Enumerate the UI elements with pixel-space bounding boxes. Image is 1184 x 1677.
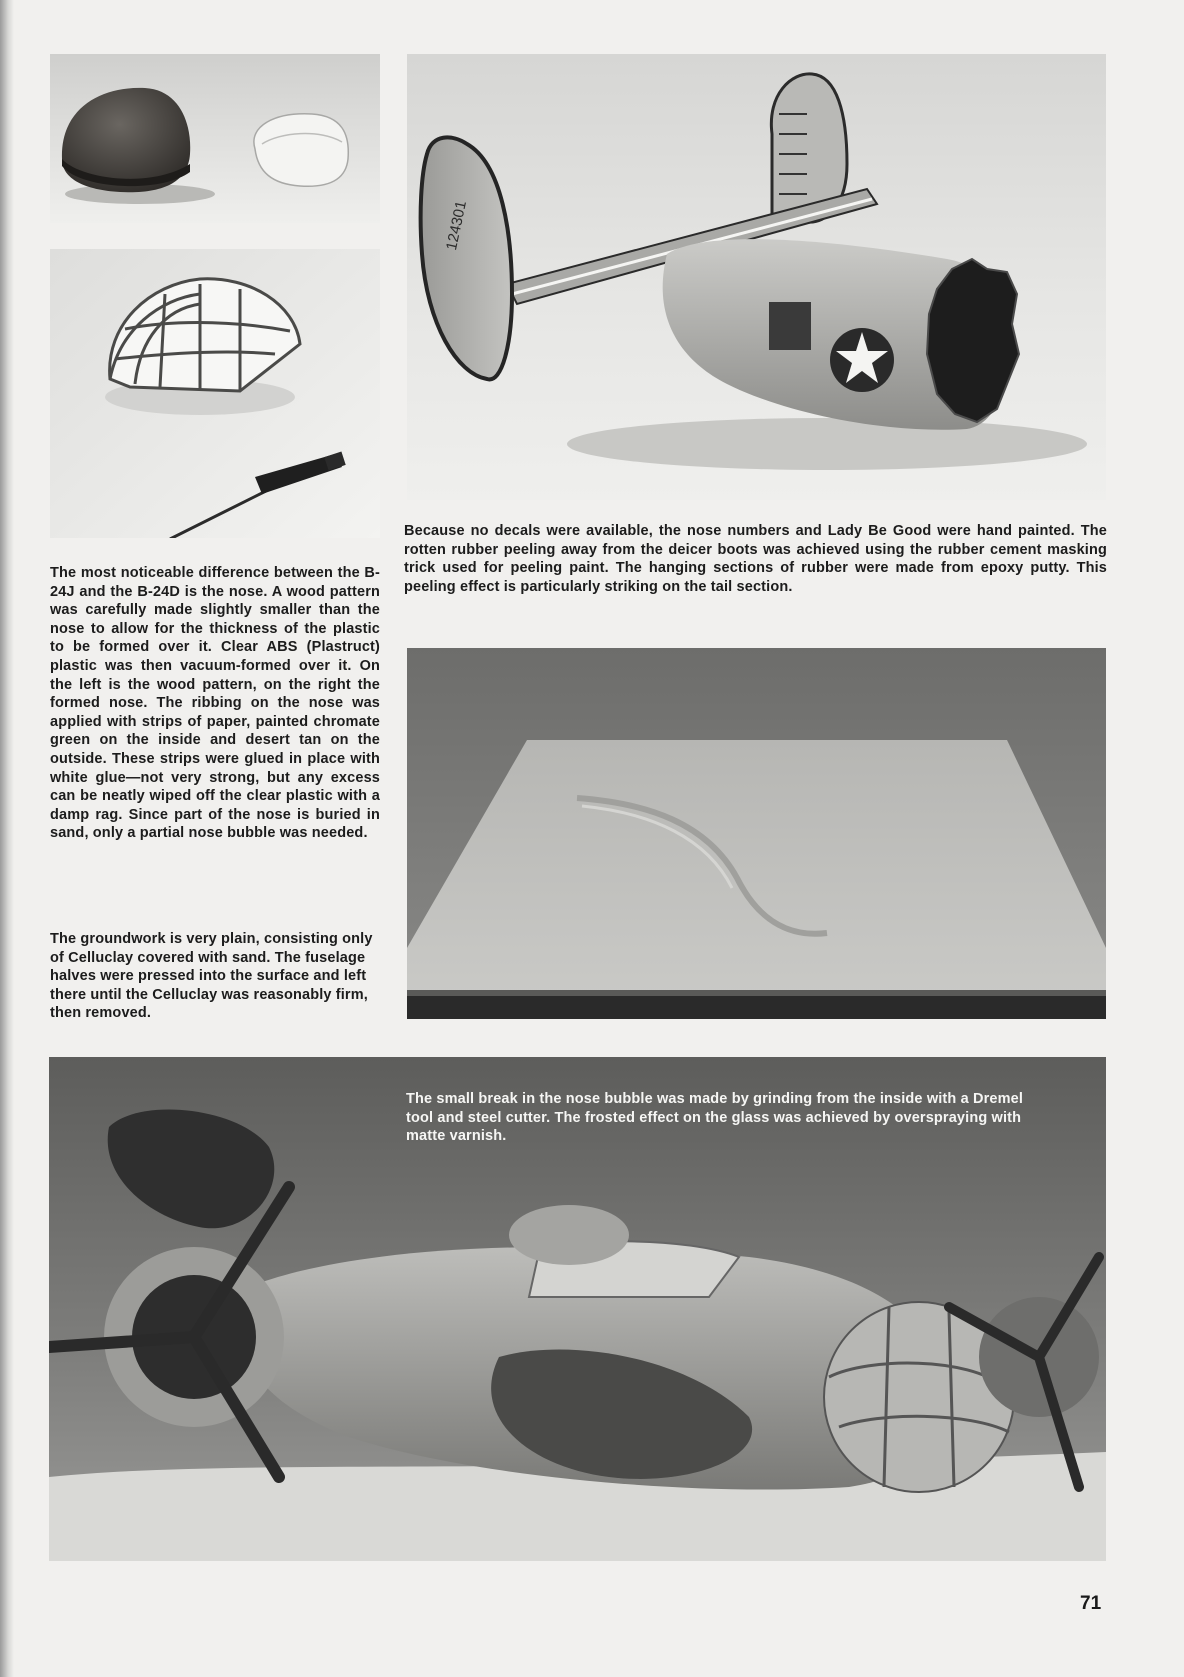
caption-groundwork: The groundwork is very plain, consisting only of Celluclay covered with sand. The fuselage halves were pressed into the surface and left there until the Celluclay was reasonably firm, then removed. xyxy=(50,931,373,1022)
caption-nose: The most noticeable difference between the B-24J and the B-24D is the nose. A wood pattern was carefully made slightly smaller than the nose to allow for the thickness of the plastic to be formed over it. Clear ABS (Plastruct) plastic was then vacuum-formed over it. On the left is the wood pattern, on the right the formed nose. The ribbing on the nose was applied with strips of paper, painted chromate green on the inside and desert tan on the outside. These strips were glued in place with white glue—not very strong, but any excess can be neatly wiped off the clear plastic with a damp rag. Since part of the nose is buried in sand, only a partial nose bubble was needed. xyxy=(50,565,380,842)
photo-groundwork-base xyxy=(407,648,1106,1019)
photo-tail-section xyxy=(407,54,1106,500)
caption-decals: Because no decals were available, the nose numbers and Lady Be Good were hand painted. The rotten rubber peeling away from the deicer boots was achieved using the rubber cement masking trick used for peeling paint. The hanging sections of rubber were made from epoxy putty. This peeling effect is particularly striking on the tail section. xyxy=(404,523,1107,595)
binding-gutter xyxy=(0,0,14,1677)
caption-nose-bubble: The small break in the nose bubble was made by grinding from the inside with a Dremel tool and steel cutter. The frosted effect on the glass was achieved by overspraying with matte varnish. xyxy=(406,1091,1024,1145)
photo-ribbed-nose-and-tool xyxy=(50,249,380,538)
photo-wood-pattern-and-formed-nose xyxy=(50,54,380,223)
tail-serial-number: 124301 xyxy=(443,199,471,252)
page-number: 71 xyxy=(1080,1593,1102,1614)
